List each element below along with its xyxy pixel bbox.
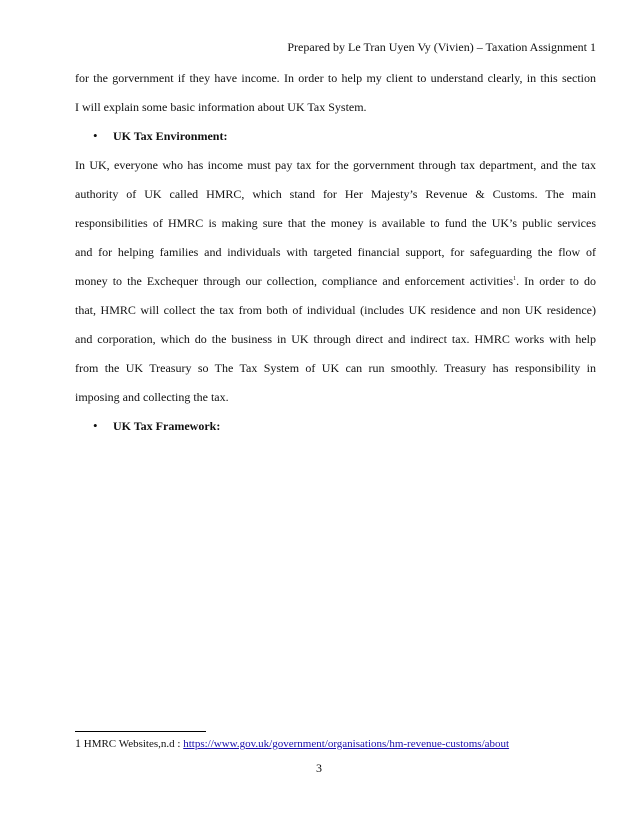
paragraph-line: and corporation, which do the business in UK through direct and indirect tax. HMRC works with help (75, 332, 596, 346)
paragraph-line: for the gorvernment if they have income. In order to help my client to understand clearly, in this section (75, 71, 596, 85)
footnote (75, 736, 509, 751)
paragraph-text: . In order to do (516, 274, 596, 288)
footnote-separator (75, 731, 206, 732)
paragraph-line: responsibilities of HMRC is making sure that the money is available to fund the UK’s public services (75, 216, 596, 230)
section-heading-text: UK Tax Environment: (113, 129, 228, 143)
paragraph-text: money to the Exchequer through our collection, compliance and enforcement activities (75, 274, 514, 288)
section-heading-tax-framework (75, 415, 596, 444)
footnote-link[interactable]: https://www.gov.uk/government/organisations/hm-revenue-customs/about (183, 738, 510, 750)
footnote-reference[interactable]: 1 (513, 276, 517, 282)
paragraph-line: that, HMRC will collect the tax from both of individual (includes UK residence and non UK residence) (75, 303, 596, 317)
paragraph-line: authority of UK called HMRC, which stand for Her Majesty’s Revenue & Customs. The main (75, 187, 596, 201)
paragraph-line-with-footnote (75, 270, 596, 299)
section-heading-tax-environment (75, 125, 596, 154)
paragraph-line: and for helping families and individuals with targeted financial support, for safeguarding the flow of (75, 245, 596, 259)
paragraph-line: In UK, everyone who has income must pay tax for the gorvernment through tax department, and the tax (75, 158, 596, 172)
paragraph-line: from the UK Treasury so The Tax System of UK can run smoothly. Treasury has responsibility in (75, 361, 596, 375)
bullet-icon: • (93, 128, 98, 143)
page-number: 3 (316, 761, 322, 775)
paragraph-line: imposing and collecting the tax. (75, 390, 229, 404)
footnote-number: 1 (75, 736, 81, 750)
bullet-icon: • (93, 418, 98, 433)
footnote-label: HMRC Websites,n.d : (81, 738, 184, 750)
body-text (75, 67, 596, 444)
page-header: Prepared by Le Tran Uyen Vy (Vivien) – Taxation Assignment 1 (287, 40, 596, 54)
section-heading-text: UK Tax Framework: (113, 419, 221, 433)
paragraph-line: I will explain some basic information about UK Tax System. (75, 100, 367, 114)
